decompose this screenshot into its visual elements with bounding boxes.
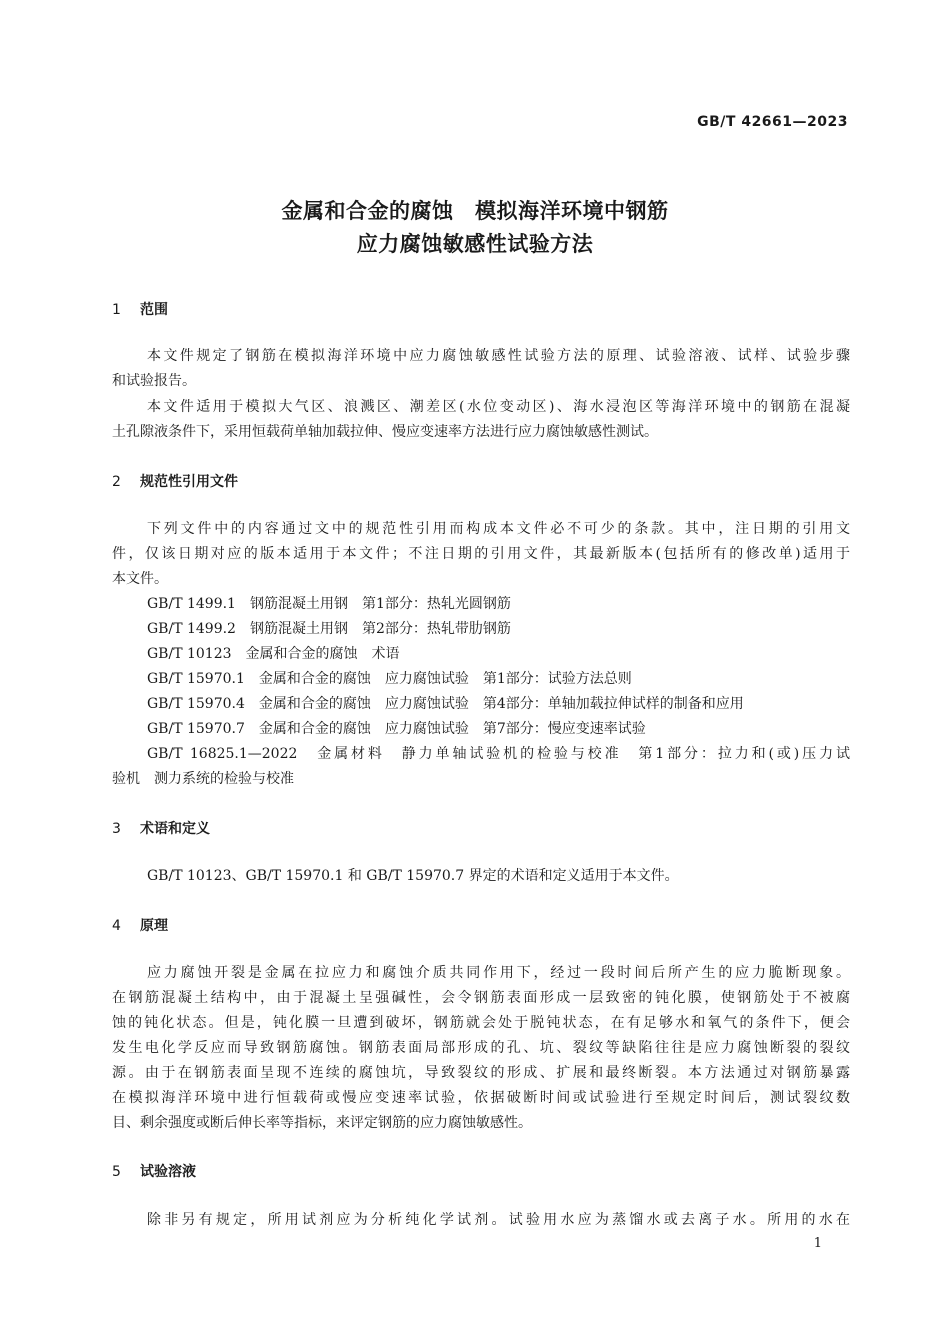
paragraph-line: 源。由于在钢筋表面呈现不连续的腐蚀坑，导致裂纹的形成、扩展和最终断裂。本方法通过对钢筋暴露 [112,1065,850,1081]
section-number: 5 [112,1164,121,1180]
paragraph-line: 蚀的钝化状态。但是，钝化膜一旦遭到破坏，钢筋就会处于脱钝状态，在有足够水和氧气的条件下，便会 [112,1015,850,1031]
paragraph-line: 土孔隙液条件下，采用恒载荷单轴加载拉伸、慢应变速率方法进行应力腐蚀敏感性测试。 [112,424,658,440]
paragraph-line: 和试验报告。 [112,373,196,389]
paragraph-line: GB/T 10123、GB/T 15970.1 和 GB/T 15970.7 界定的术语和定义适用于本文件。 [147,868,679,884]
section-heading-principle [112,915,168,935]
standard-number: GB/T 42661—2023 [697,114,848,130]
section-number: 1 [112,302,121,318]
reference-item: GB/T 15970.7 金属和合金的腐蚀 应力腐蚀试验 第7部分：慢应变速率试验 [147,721,646,737]
reference-item: GB/T 15970.1 金属和合金的腐蚀 应力腐蚀试验 第1部分：试验方法总则 [147,671,632,687]
paragraph-line: 本文件适用于模拟大气区、浪溅区、潮差区(水位变动区)、海水浸泡区等海洋环境中的钢筋在混凝 [147,399,850,415]
section-title: 范围 [140,302,168,318]
section-title: 规范性引用文件 [140,474,238,490]
reference-item: GB/T 16825.1—2022 金属材料 静力单轴试验机的检验与校准 第1部分：拉力和(或)压力试 [147,746,850,762]
section-heading-scope [112,299,168,319]
section-number: 4 [112,918,121,934]
paragraph-line: 本文件规定了钢筋在模拟海洋环境中应力腐蚀敏感性试验方法的原理、试验溶液、试样、试验步骤 [147,348,850,364]
paragraph-line: 目、剩余强度或断后伸长率等指标，来评定钢筋的应力腐蚀敏感性。 [112,1115,532,1131]
section-title: 术语和定义 [140,821,210,837]
paragraph-line: 在钢筋混凝土结构中，由于混凝土呈强碱性，会令钢筋表面形成一层致密的钝化膜，使钢筋处于不被腐 [112,990,850,1006]
paragraph-line: 发生电化学反应而导致钢筋腐蚀。钢筋表面局部形成的孔、坑、裂纹等缺陷往往是应力腐蚀断裂的裂纹 [112,1040,850,1056]
reference-item: GB/T 1499.2 钢筋混凝土用钢 第2部分：热轧带肋钢筋 [147,621,511,637]
section-heading-normative-references [112,471,238,491]
reference-item: GB/T 10123 金属和合金的腐蚀 术语 [147,646,400,662]
paragraph-line: 在模拟海洋环境中进行恒载荷或慢应变速率试验，依据破断时间或试验进行至规定时间后，测试裂纹数 [112,1090,850,1106]
section-heading-test-solution [112,1161,196,1181]
section-heading-terms [112,818,210,838]
section-title: 原理 [140,918,168,934]
paragraph-line: 本文件。 [112,571,168,587]
section-number: 3 [112,821,121,837]
reference-item-continuation: 验机 测力系统的检验与校准 [112,771,294,787]
section-title: 试验溶液 [140,1164,196,1180]
paragraph-line: 应力腐蚀开裂是金属在拉应力和腐蚀介质共同作用下，经过一段时间后所产生的应力脆断现象。 [147,965,850,981]
document-title-line-1: 金属和合金的腐蚀 模拟海洋环境中钢筋 [281,199,669,223]
paragraph-line: 下列文件中的内容通过文中的规范性引用而构成本文件必不可少的条款。其中，注日期的引用文 [147,521,850,537]
document-title-line-2: 应力腐蚀敏感性试验方法 [356,232,594,256]
page-number: 1 [813,1236,822,1251]
paragraph-line: 件，仅该日期对应的版本适用于本文件；不注日期的引用文件，其最新版本(包括所有的修改单)适用于 [112,546,850,562]
reference-item: GB/T 15970.4 金属和合金的腐蚀 应力腐蚀试验 第4部分：单轴加载拉伸试样的制备和应用 [147,696,744,712]
paragraph-line: 除非另有规定，所用试剂应为分析纯化学试剂。试验用水应为蒸馏水或去离子水。所用的水在 [147,1212,850,1228]
section-number: 2 [112,474,121,490]
reference-item: GB/T 1499.1 钢筋混凝土用钢 第1部分：热轧光圆钢筋 [147,596,511,612]
